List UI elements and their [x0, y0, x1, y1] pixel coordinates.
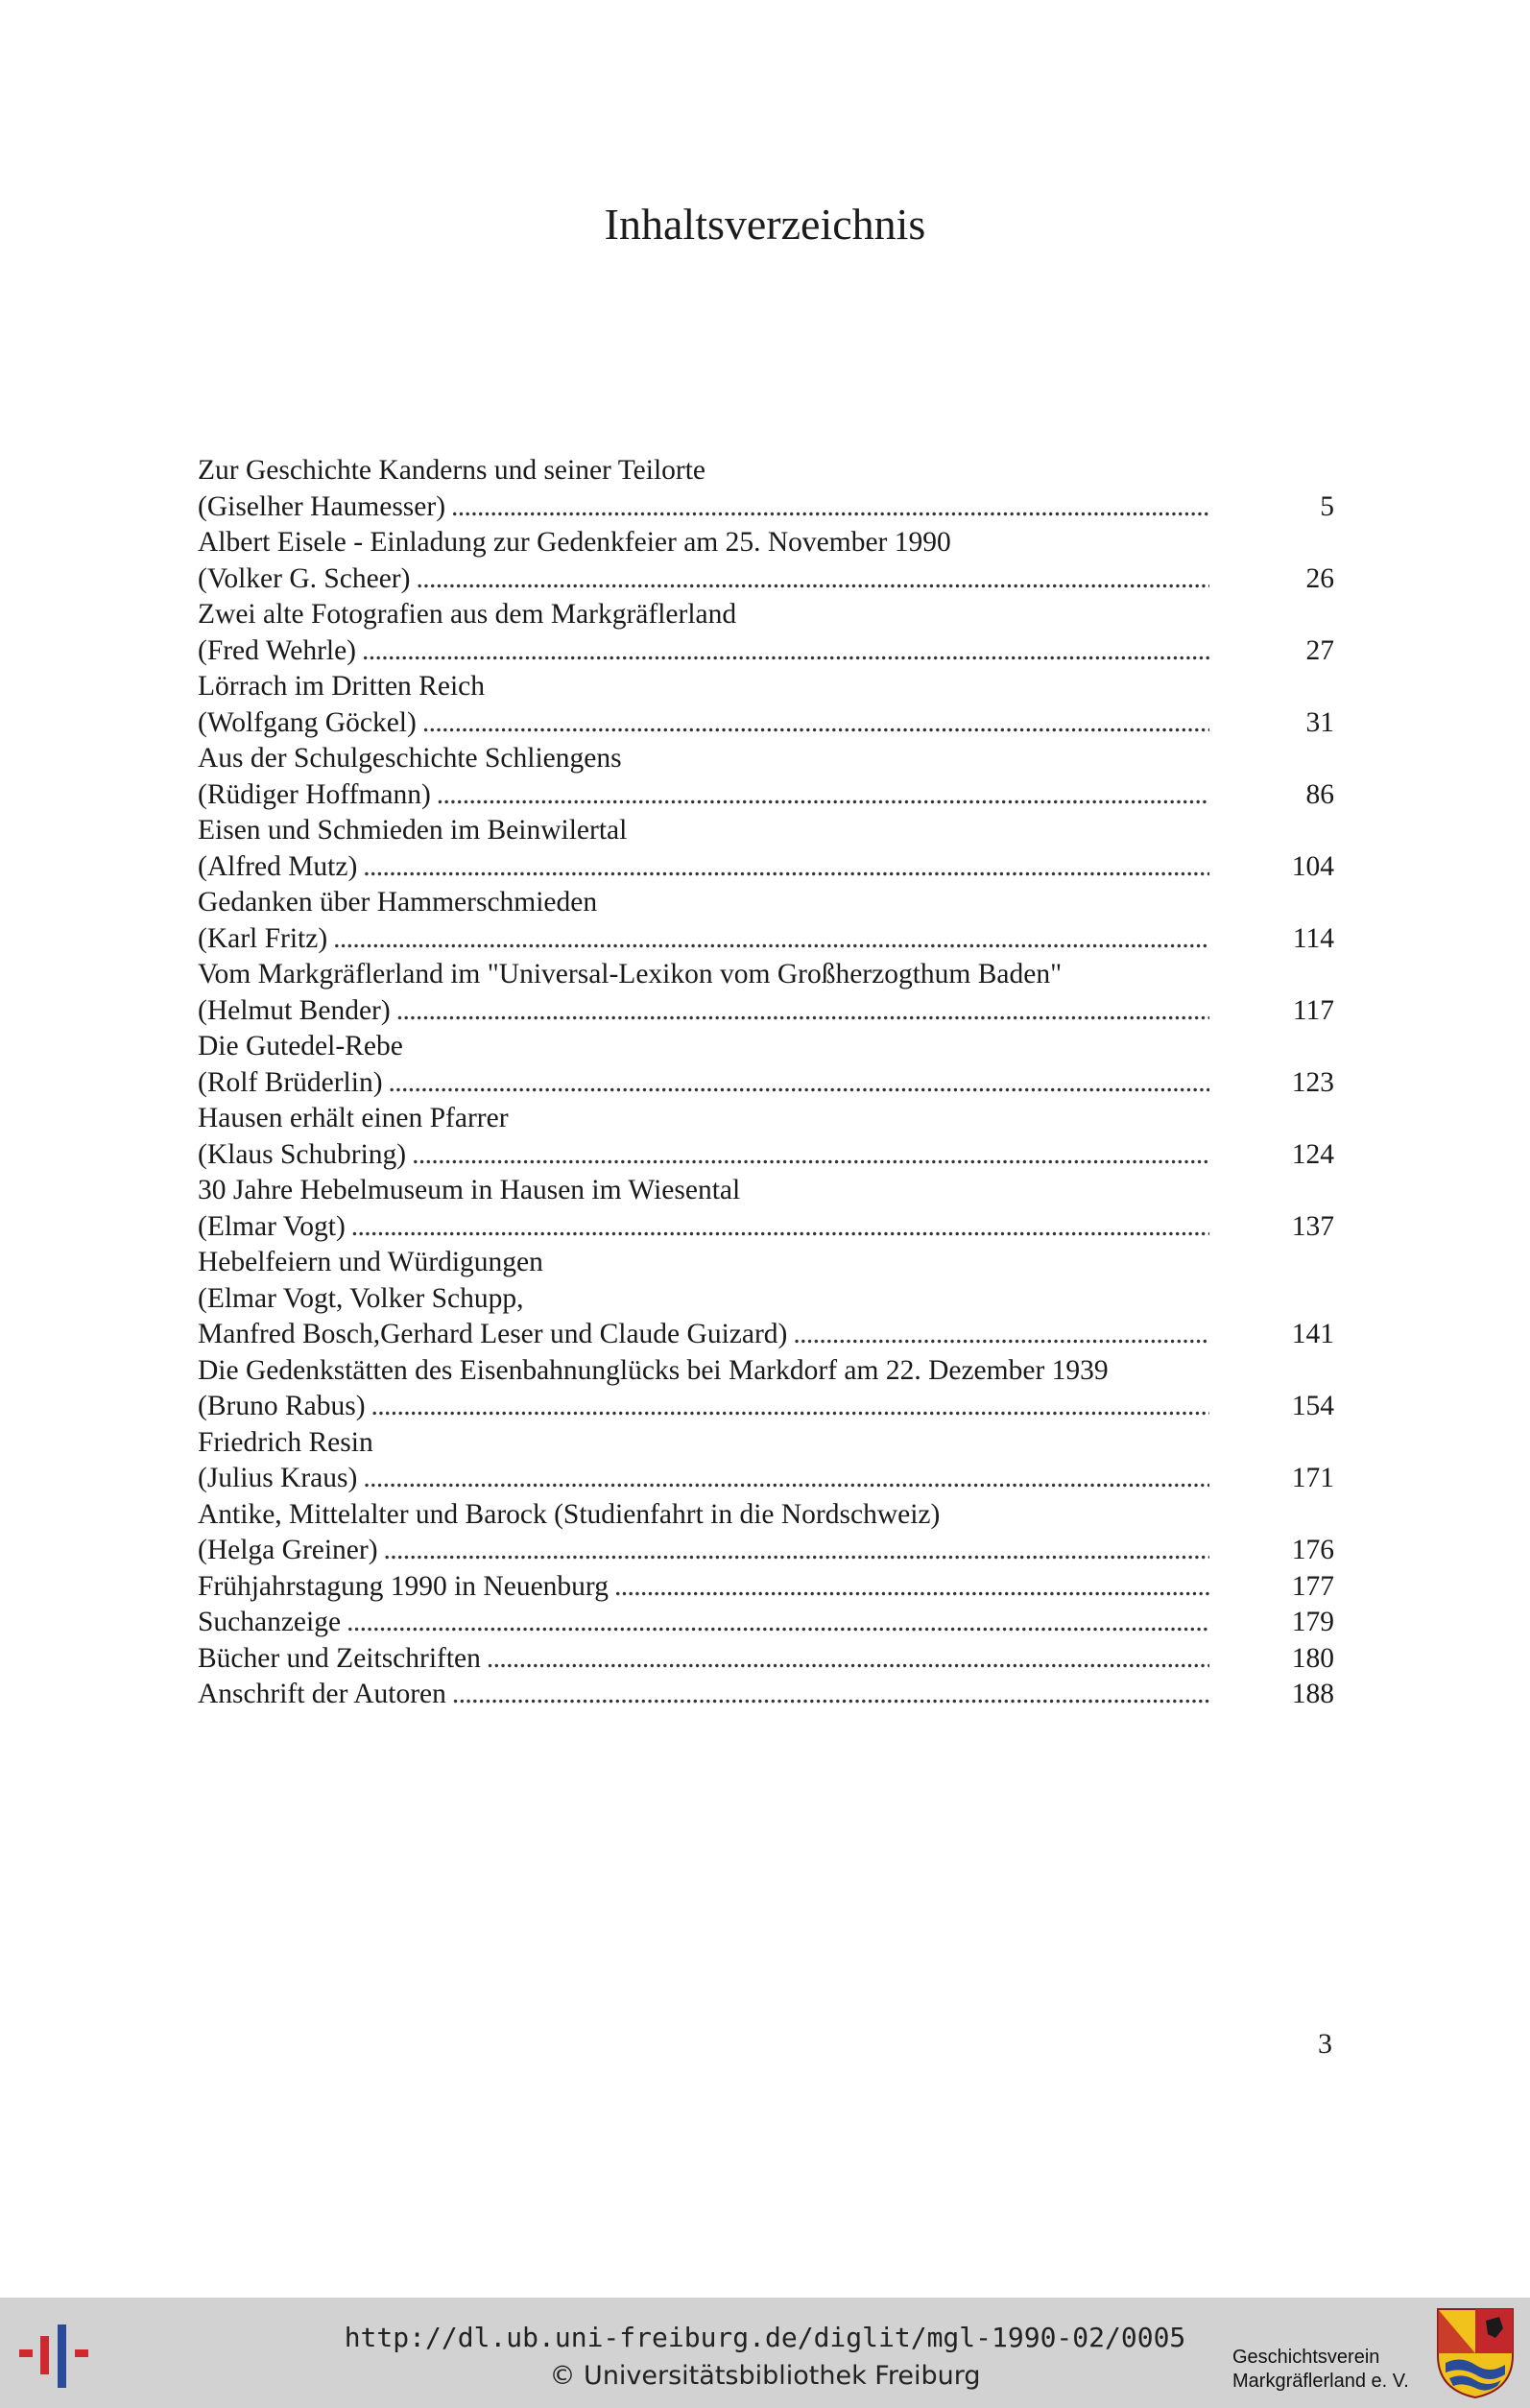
- toc-entry-line: [198, 1281, 1334, 1318]
- toc-entry-leader-row: [198, 1137, 1209, 1174]
- toc-entry-line: [198, 777, 1334, 814]
- toc-entry-text: (Elmar Vogt, Volker Schupp,: [198, 1282, 524, 1314]
- toc-entry-text: (Rolf Brüderlin): [198, 1066, 383, 1098]
- toc-entry-text: 30 Jahre Hebelmuseum in Hausen im Wiesental: [198, 1175, 741, 1205]
- toc-entry-leader-row: [198, 633, 1209, 670]
- toc-entry-text: (Volker G. Scheer): [198, 562, 411, 594]
- toc-entry-text: Albert Eisele - Einladung zur Gedenkfeier am 25. November 1990: [198, 527, 951, 558]
- toc-entry-text: (Julius Kraus): [198, 1463, 358, 1493]
- toc-page-number: 86: [1305, 778, 1334, 810]
- toc-entry-line: [198, 1497, 1334, 1534]
- toc-entry-line: [198, 1389, 1334, 1425]
- toc-page-number: 27: [1305, 634, 1334, 666]
- toc-entry-leader-row: [198, 1677, 1209, 1713]
- copyright-text: © Universitätsbibliothek Freiburg: [549, 2361, 981, 2391]
- toc-entry-line: [198, 705, 1334, 742]
- toc-entry-leader-row: [198, 1209, 1209, 1246]
- toc-entry-text: Suchanzeige: [198, 1607, 342, 1637]
- toc-entry-text: Die Gutedel-Rebe: [198, 1031, 403, 1061]
- dot-leader: [384, 1533, 1209, 1569]
- toc-page-number: 188: [1291, 1679, 1334, 1709]
- toc-entry-text: Vom Markgräflerland im "Universal-Lexikon vom Großherzogthum Baden": [198, 959, 1063, 989]
- dot-leader: [451, 489, 1209, 526]
- dot-leader: [351, 1209, 1209, 1246]
- dot-leader: [437, 777, 1209, 814]
- toc-page-number: 123: [1291, 1066, 1334, 1098]
- footer-bar: [0, 2298, 1530, 2408]
- dot-leader: [363, 1461, 1209, 1497]
- toc-entry-leader-row: [198, 705, 1209, 742]
- toc-page-number: 26: [1305, 562, 1334, 594]
- toc-page-number: 177: [1291, 1570, 1334, 1602]
- toc-entry-leader-row: [198, 993, 1209, 1030]
- toc-page-number: 154: [1291, 1391, 1334, 1421]
- toc-entry-leader-row: [198, 1389, 1209, 1425]
- toc-entry-text: Zur Geschichte Kanderns und seiner Teilorte: [198, 455, 706, 486]
- toc-entry-line: [198, 669, 1334, 705]
- toc-page-number: 114: [1292, 922, 1334, 954]
- toc-entry-line: [198, 1209, 1334, 1246]
- toc-entry-line: [198, 597, 1334, 633]
- dot-leader: [793, 1317, 1209, 1353]
- toc-page-number: 31: [1305, 706, 1334, 738]
- toc-entry-text: Gedanken über Hammerschmieden: [198, 887, 598, 918]
- toc-entry-line: [198, 1425, 1334, 1462]
- toc-entry-line: [198, 525, 1334, 561]
- toc-entry-line: [198, 1065, 1334, 1102]
- toc-entry-text: (Bruno Rabus): [198, 1391, 366, 1421]
- toc-entry-text: Friedrich Resin: [198, 1426, 373, 1458]
- toc-entry-line: [198, 849, 1334, 886]
- dot-leader: [416, 561, 1209, 598]
- toc-entry-line: [198, 1677, 1334, 1713]
- toc-page-number: 104: [1291, 850, 1334, 882]
- dot-leader: [362, 633, 1209, 670]
- toc-entry-text: Aus der Schulgeschichte Schliengens: [198, 743, 622, 774]
- toc-entry-text: (Klaus Schubring): [198, 1138, 407, 1170]
- toc-entry-text: (Karl Fritz): [198, 922, 328, 954]
- toc-entry-text: Frühjahrstagung 1990 in Neuenburg: [198, 1570, 609, 1602]
- toc-page-number: 124: [1291, 1138, 1334, 1170]
- toc-page-number: 137: [1291, 1210, 1334, 1242]
- toc-entry-text: (Alfred Mutz): [198, 850, 358, 882]
- toc-entry-text: Bücher und Zeitschriften: [198, 1642, 481, 1674]
- toc-entry-line: [198, 1173, 1334, 1209]
- toc-page-number: 5: [1320, 490, 1334, 522]
- toc-entry-text: Manfred Bosch,Gerhard Leser und Claude Guizard): [198, 1319, 788, 1349]
- toc-entry-line: [198, 993, 1334, 1030]
- toc-entry-text: (Elmar Vogt): [198, 1210, 346, 1242]
- toc-entry-text: Hebelfeiern und Würdigungen: [198, 1247, 543, 1277]
- toc-entry-line: [198, 885, 1334, 921]
- dot-leader: [389, 1065, 1209, 1102]
- toc-entry-text: Zwei alte Fotografien aus dem Markgräflerland: [198, 599, 737, 630]
- dot-leader: [452, 1677, 1209, 1713]
- toc-entry-leader-row: [198, 561, 1209, 598]
- toc-entry-text: Hausen erhält einen Pfarrer: [198, 1103, 509, 1133]
- document-url-link[interactable]: http://dl.ub.uni-freiburg.de/diglit/mgl-1990-02/0005: [344, 2322, 1186, 2353]
- toc-page-number: 171: [1291, 1463, 1334, 1493]
- toc-entry-text: (Helmut Bender): [198, 994, 391, 1026]
- toc-entry-line: [198, 1317, 1334, 1353]
- toc-entry-text: (Fred Wehrle): [198, 634, 357, 666]
- toc-entry-text: (Helga Greiner): [198, 1535, 378, 1565]
- toc-entry-text: Antike, Mittelalter und Barock (Studienfahrt in die Nordschweiz): [198, 1498, 941, 1530]
- toc-entry-text: Die Gedenkstätten des Eisenbahnunglücks bei Markdorf am 22. Dezember 1939: [198, 1354, 1109, 1386]
- toc-entry-text: Anschrift der Autoren: [198, 1679, 446, 1709]
- toc-entry-line: [198, 921, 1334, 958]
- dot-leader: [487, 1641, 1209, 1678]
- page-number: 3: [1318, 2028, 1332, 2060]
- toc-entry-text: (Rüdiger Hoffmann): [198, 778, 431, 810]
- toc-entry-line: [198, 489, 1334, 526]
- dot-leader: [371, 1389, 1209, 1425]
- toc-entry-line: [198, 633, 1334, 670]
- toc-entry-leader-row: [198, 849, 1209, 886]
- toc-entry-line: [198, 1029, 1334, 1065]
- toc-entry-line: [198, 1641, 1334, 1678]
- toc-entry-leader-row: [198, 1569, 1209, 1606]
- toc-entry-leader-row: [198, 1533, 1209, 1569]
- toc-page-number: 180: [1291, 1642, 1334, 1674]
- dot-leader: [333, 921, 1209, 958]
- toc-entry-line: [198, 453, 1334, 489]
- toc-entry-line: [198, 957, 1334, 993]
- dot-leader: [396, 993, 1209, 1030]
- toc-entry-line: [198, 1605, 1334, 1641]
- toc-page-number: 141: [1291, 1319, 1334, 1349]
- toc-page-number: 179: [1291, 1607, 1334, 1637]
- toc-page-number: 176: [1291, 1535, 1334, 1565]
- toc-entry-text: (Wolfgang Göckel): [198, 706, 417, 738]
- toc-entry-text: (Giselher Haumesser): [198, 490, 446, 522]
- society-name: [1232, 2346, 1409, 2394]
- toc-entry-line: [198, 1353, 1334, 1390]
- toc-entry-leader-row: [198, 777, 1209, 814]
- toc-entry-line: [198, 1245, 1334, 1281]
- toc-entry-leader-row: [198, 921, 1209, 958]
- toc-entry-line: [198, 1461, 1334, 1497]
- toc-entry-leader-row: [198, 1065, 1209, 1102]
- toc-entry-leader-row: [198, 1605, 1209, 1641]
- dot-leader: [412, 1137, 1209, 1174]
- toc-entry-line: [198, 813, 1334, 849]
- toc-entry-leader-row: [198, 1461, 1209, 1497]
- society-line-2: Markgräflerland e. V.: [1232, 2371, 1409, 2392]
- dot-leader: [614, 1569, 1209, 1606]
- dot-leader: [363, 849, 1209, 886]
- coat-of-arms-icon: [1436, 2307, 1515, 2399]
- toc-entry-line: [198, 1533, 1334, 1569]
- toc-entry-line: [198, 1101, 1334, 1137]
- toc-entry-text: Lörrach im Dritten Reich: [198, 671, 485, 702]
- page-title: Inhaltsverzeichnis: [604, 200, 926, 249]
- toc-entry-leader-row: [198, 1317, 1209, 1353]
- toc-entry-text: Eisen und Schmieden im Beinwilertal: [198, 815, 628, 846]
- society-line-1: Geschichtsverein: [1232, 2347, 1380, 2368]
- toc-entry-line: [198, 1137, 1334, 1174]
- toc-entry-line: [198, 561, 1334, 598]
- toc-page-number: 117: [1292, 994, 1334, 1026]
- dot-leader: [422, 705, 1209, 742]
- toc-entry-leader-row: [198, 1641, 1209, 1678]
- toc-entry-line: [198, 1569, 1334, 1606]
- toc-entry-leader-row: [198, 489, 1209, 526]
- toc-entry-line: [198, 741, 1334, 777]
- table-of-contents: [198, 453, 1334, 1713]
- dot-leader: [347, 1605, 1209, 1641]
